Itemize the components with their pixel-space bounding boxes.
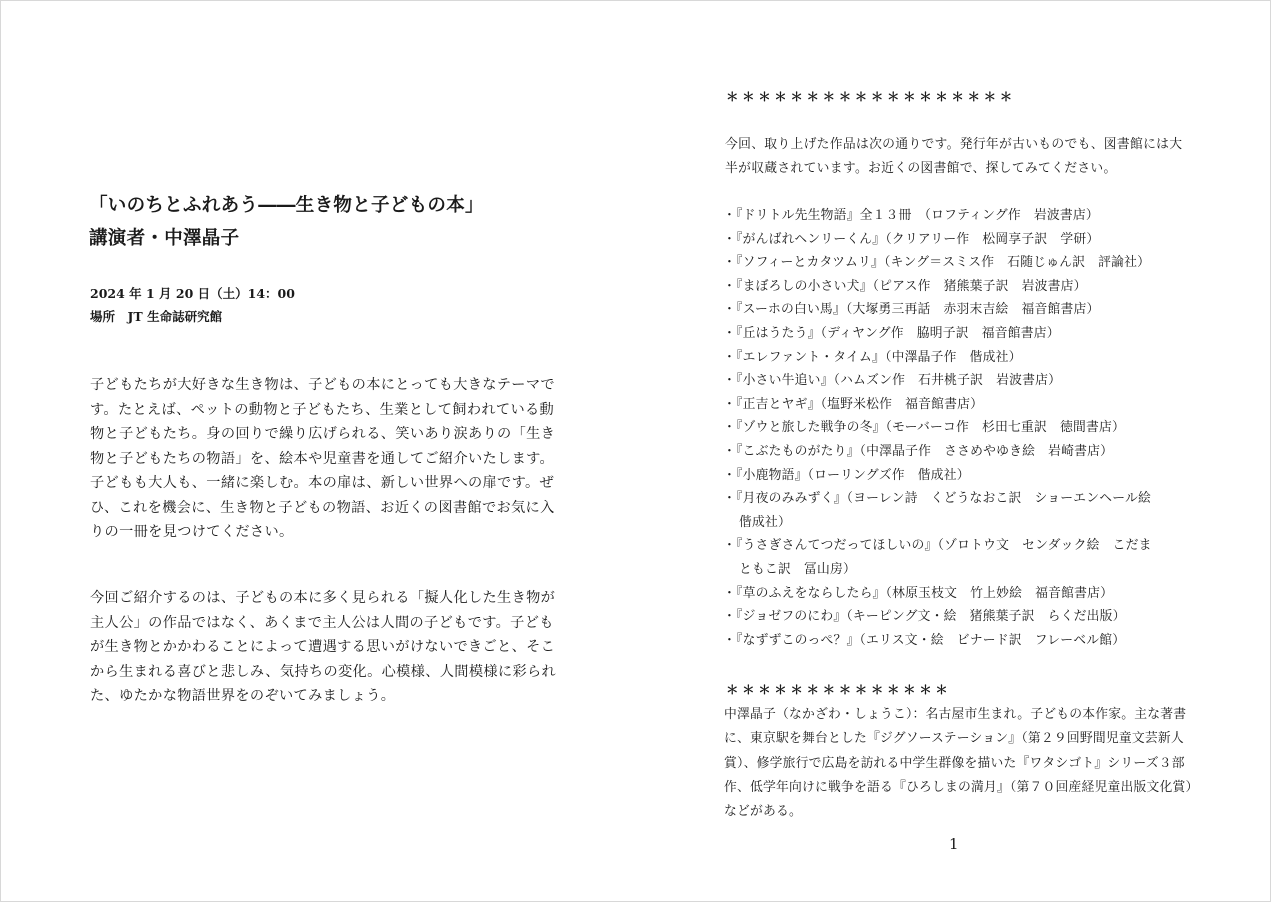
book-list-item: [723, 393, 1195, 417]
book-entry-line: ・『エレファント・タイム』（中澤晶子作 偕成社）: [723, 349, 1022, 365]
lecture-title: [89, 189, 484, 255]
divider-stars-top: ＊＊＊＊＊＊＊＊＊＊＊＊＊＊＊＊＊＊: [726, 89, 1016, 104]
book-entry-line: ・『ソフィーとカタツムリ』（キング＝スミス作 石随じゅん訳 評論社）: [723, 255, 1151, 271]
book-entry-continuation: ともこ訳 冨山房）: [739, 561, 856, 577]
event-datetime: 2024 年 1 月 20 日（土）14：00: [90, 286, 295, 301]
book-entry-line: ・『まぼろしの小さい犬』（ピアス作 猪熊葉子訳 岩波書店）: [723, 278, 1087, 294]
left-page: [1, 1, 636, 903]
book-entry-line: ・『がんばれヘンリーくん』（クリアリー作 松岡享子訳 学研）: [723, 231, 1100, 247]
divider-stars-bottom: ＊＊＊＊＊＊＊＊＊＊＊＊＊＊: [726, 682, 952, 697]
book-list-item: [723, 228, 1195, 252]
book-list-item: [723, 464, 1195, 488]
book-entry-line: ・『丘はうたう』（ディヤング作 脇明子訳 福音館書店）: [723, 325, 1060, 341]
book-list-item: [723, 605, 1195, 629]
book-entry-line: ・『スーホの白い馬』（大塚勇三再話 赤羽末吉絵 福音館書店）: [723, 302, 1100, 318]
book-list-item: [723, 416, 1195, 440]
book-entry-line: ・『こぶたものがたり』（中澤晶子作 ささめやゆき絵 岩崎書店）: [723, 443, 1114, 459]
book-list-item: [723, 534, 1195, 581]
intro-paragraph: 子どもたちが大好きな生き物は、子どもの本にとっても大きなテーマです。たとえば、ペットの動物と子どもたち、生業として飼われている動物と子どもたち。身の回りで繰り広げられる、笑いあり涙ありの「生き物と子どもたちの物語」を、絵本や児童書を通してご紹介いたします。子どもも大人も、一緒に楽しむ。本の扉は、新しい世界への扉です。ぜひ、これを機会に、生き物と子どもの物語、お近くの図書館でお気に入りの一冊を見つけてください。: [90, 377, 556, 540]
book-list-item: [723, 369, 1195, 393]
book-list-item: [723, 440, 1195, 464]
page-number: 1: [949, 835, 959, 853]
book-entry-line: ・『小さい牛追い』（ハムズン作 石井桃子訳 岩波書店）: [723, 373, 1062, 389]
book-entry-line: ・『なずずこのっぺ？』（エリス文・絵 ビナード訳 フレーベル館）: [723, 632, 1126, 648]
book-list: [723, 204, 1195, 652]
book-entry-continuation: 偕成社）: [739, 514, 791, 530]
book-list-intro: 今回、取り上げた作品は次の通りです。発行年が古いものでも、図書館には大半が収蔵されています。お近くの図書館で、探してみてください。: [725, 137, 1183, 176]
book-entry-line: ・『小鹿物語』（ローリングズ作 偕成社）: [723, 467, 970, 483]
book-list-item: [723, 275, 1195, 299]
theme-paragraph: 今回ご紹介するのは、子どもの本に多く見られる「擬人化した生き物が主人公」の作品ではなく、あくまで主人公は人間の子どもです。子どもが生き物とかかわることによって遭遇する思いがけないできごと、そこから生まれる喜びと悲しみ、気持ちの変化。心模様、人間模様に彩られた、ゆたかな物語世界をのぞいてみましょう。: [90, 590, 557, 704]
book-list-item: [723, 251, 1195, 275]
title-line-2: 講演者・中澤晶子: [89, 228, 240, 249]
book-list-item: [723, 487, 1195, 534]
book-entry-line: ・『ゾウと旅した戦争の冬』（モーバーコ作 杉田七重訳 徳間書店）: [723, 420, 1125, 436]
author-bio: 中澤晶子（なかざわ・しょうこ）：名古屋市生まれ。子どもの本作家。主な著書に、東京駅を舞台とした『ジグソーステーション』（第２９回野間児童文芸新人賞）、修学旅行で広島を訪れる中学生群像を描いた『ワタシゴト』シリーズ３部作、低学年向けに戦争を語る『ひろしまの満月』（第７０回産経児童出版文化賞）などがある。: [724, 707, 1193, 820]
book-entry-line: ・『ドリトル先生物語』全１３冊 （ロフティング作 岩波書店）: [723, 208, 1099, 223]
book-list-item: [723, 204, 1195, 228]
book-list-item: [723, 322, 1195, 346]
book-entry-line: ・『ジョゼフのにわ』（キーピング文・絵 猪熊葉子訳 らくだ出版）: [723, 609, 1126, 625]
book-list-item: [723, 346, 1195, 370]
book-list-item: [723, 298, 1195, 322]
book-entry-line: ・『うさぎさんてつだってほしいの』（ゾロトウ文 センダック絵 こだま: [723, 538, 1152, 554]
event-info: [90, 282, 295, 328]
book-list-item: [723, 582, 1195, 606]
book-entry-line: ・『草のふえをならしたら』（林原玉枝文 竹上妙絵 福音館書店）: [723, 585, 1114, 601]
book-entry-line: ・『正吉とヤギ』（塩野米松作 福音館書店）: [723, 396, 984, 412]
right-page: [636, 1, 1271, 903]
title-line-1: 「いのちとふれあう――生き物と子どもの本」: [89, 195, 484, 216]
event-place: 場所 JT 生命誌研究館: [90, 309, 223, 324]
book-entry-line: ・『月夜のみみずく』（ヨーレン詩 くどうなおこ訳 ショーエンヘール絵: [723, 491, 1152, 507]
book-list-item: [723, 629, 1195, 653]
